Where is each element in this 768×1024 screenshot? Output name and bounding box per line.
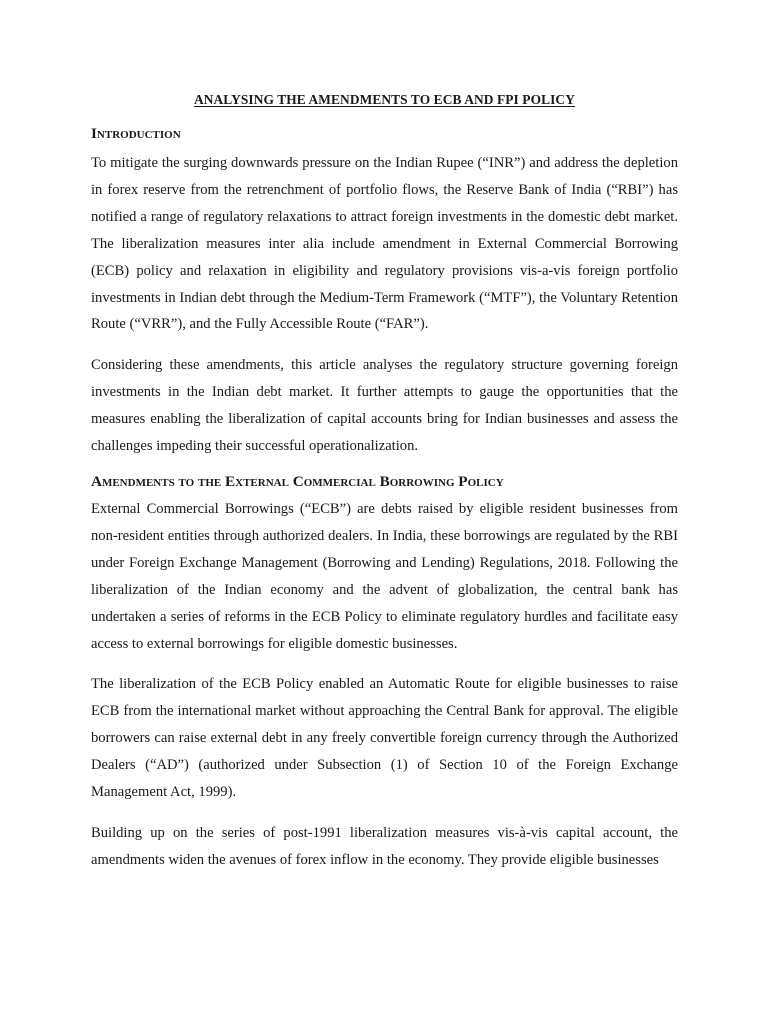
paragraph: Building up on the series of post-1991 liberalization measures vis-à-vis capital account, the amendments widen the avenues of forex inflow in the economy. They provide eligible businesses (91, 824, 678, 868)
document-title: ANALYSING THE AMENDMENTS TO ECB AND FPI POLICY (194, 92, 575, 107)
paragraph: To mitigate the surging downwards pressure on the Indian Rupee (“INR”) and address the depletion in forex reserve from the retrenchment of portfolio flows, the Reserve Bank of India (“RBI”) has notified a range of regulatory relaxations to attract foreign investments in the domestic debt market. The liberalization measures inter alia include amendment in External Commercial Borrowing (ECB) policy and relaxation in eligibility and regulatory provisions vis-a-vis foreign portfolio investments in Indian debt through the Medium-Term Framework (“MTF”), the Voluntary Retention Route (“VRR”), and the Fully Accessible Route (“FAR”). (91, 155, 678, 333)
section-heading-introduction: Introduction (91, 125, 181, 142)
ecb-amendments-section (91, 472, 678, 874)
section-heading-ecb-amendments: Amendments to the External Commercial Borrowing Policy (91, 472, 504, 490)
paragraph: The liberalization of the ECB Policy enabled an Automatic Route for eligible businesses to raise ECB from the international market without approaching the Central Bank for approval. The eligible borrowers can raise external debt in any freely convertible foreign currency through the Authorized Dealers (“AD”) (authorized under Subsection (1) of Section 10 of the Foreign Exchange Management Act, 1999). (91, 676, 678, 801)
paragraph: Considering these amendments, this article analyses the regulatory structure governing foreign investments in the Indian debt market. It further attempts to gauge the opportunities that the measures enabling the liberalization of capital accounts bring for Indian businesses and assess the challenges impeding their successful operationalization. (91, 357, 678, 455)
introduction-section (91, 124, 678, 460)
paragraph: External Commercial Borrowings (“ECB”) are debts raised by eligible resident businesses from non-resident entities through authorized dealers. In India, these borrowings are regulated by the RBI under Foreign Exchange Management (Borrowing and Lending) Regulations, 2018. Following the liberalization of the Indian economy and the advent of globalization, the central bank has undertaken a series of reforms in the ECB Policy to eliminate regulatory hurdles and facilitate easy access to external borrowings for eligible domestic businesses. (91, 500, 678, 652)
